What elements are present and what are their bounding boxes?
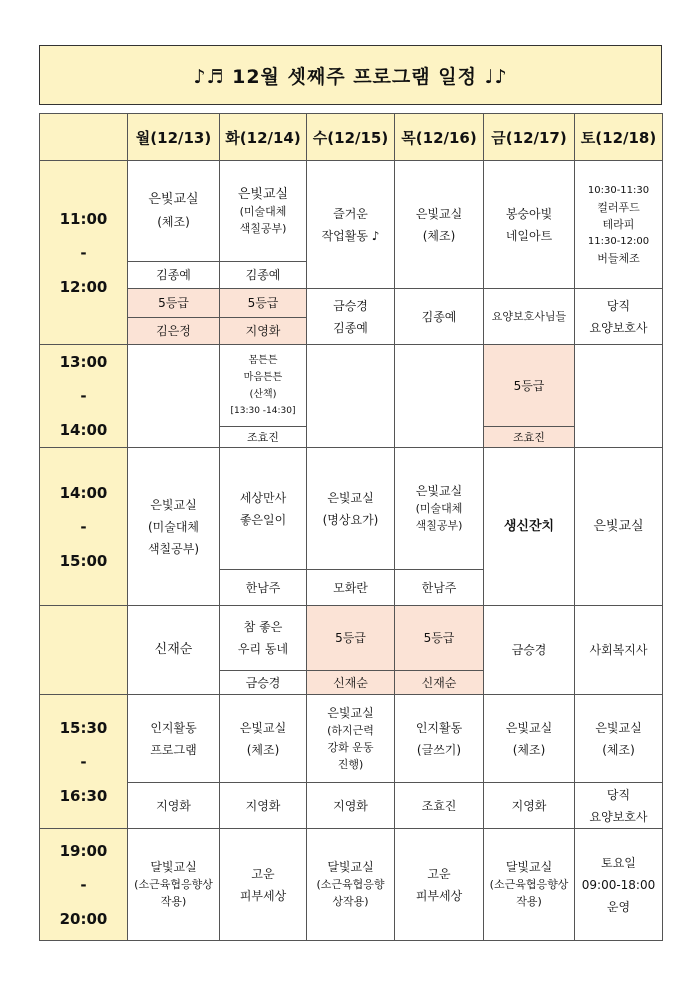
s4-mon-staff: 지영화 xyxy=(128,783,220,829)
header-thu: 목(12/16) xyxy=(395,114,484,161)
header-fri: 금(12/17) xyxy=(484,114,575,161)
s5-wed-program: 달빛교실 (소근육협응향 상작용) xyxy=(307,829,395,941)
s4-tue-staff: 지영화 xyxy=(220,783,307,829)
s5-sat-program: 토요일 09:00-18:00 운영 xyxy=(575,829,663,941)
s3-mon-staff2: 신재순 xyxy=(128,606,220,695)
s3-tue-staff2: 금승경 xyxy=(220,671,307,695)
time-slot-4: 15:30 - 16:30 xyxy=(40,695,128,829)
s3-tue-program2: 참 좋은 우리 동네 xyxy=(220,606,307,671)
s2-tue-staff: 조효진 xyxy=(220,427,307,448)
header-mon: 월(12/13) xyxy=(128,114,220,161)
s1-thu-staff: 김종예 xyxy=(395,289,484,345)
time-slot-5: 19:00 - 20:00 xyxy=(40,829,128,941)
time-slot-3b xyxy=(40,606,128,695)
s4-tue-program: 은빛교실 (체조) xyxy=(220,695,307,783)
s1-tue-grade: 5등급 xyxy=(220,289,307,318)
s2-mon-empty xyxy=(128,345,220,448)
s4-sat-program: 은빛교실 (체조) xyxy=(575,695,663,783)
s3-thu-program2: 5등급 xyxy=(395,606,484,671)
s4-mon-program: 인지활동 프로그램 xyxy=(128,695,220,783)
header-wed: 수(12/15) xyxy=(307,114,395,161)
s5-thu-program: 고운 피부세상 xyxy=(395,829,484,941)
s4-thu-staff: 조효진 xyxy=(395,783,484,829)
s1-tue-staff: 김종예 xyxy=(220,262,307,289)
s1-mon-grade-staff: 김은정 xyxy=(128,318,220,345)
s2-wed-empty xyxy=(307,345,395,448)
s3-sat-staff2: 사회복지사 xyxy=(575,606,663,695)
header-sat: 토(12/18) xyxy=(575,114,663,161)
s3-fri-staff2: 금승경 xyxy=(484,606,575,695)
page-title: ♪♬ 12월 셋째주 프로그램 일정 ♩♪ xyxy=(39,45,662,105)
schedule-table xyxy=(39,113,663,941)
s1-wed-staff: 금승경 김종예 xyxy=(307,289,395,345)
s4-wed-staff: 지영화 xyxy=(307,783,395,829)
time-slot-2: 13:00 - 14:00 xyxy=(40,345,128,448)
s3-wed-staff: 모화란 xyxy=(307,570,395,606)
s5-tue-program: 고운 피부세상 xyxy=(220,829,307,941)
s1-mon-program: 은빛교실 (체조) xyxy=(128,161,220,262)
s4-thu-program: 인지활동 (글쓰기) xyxy=(395,695,484,783)
s3-thu-staff: 한남주 xyxy=(395,570,484,606)
s4-sat-staff: 당직 요양보호사 xyxy=(575,783,663,829)
s1-tue-program: 은빛교실 (미술대체 색칠공부) xyxy=(220,161,307,262)
s2-fri-program: 5등급 xyxy=(484,345,575,427)
s2-fri-staff: 조효진 xyxy=(484,427,575,448)
s3-mon-program: 은빛교실 (미술대체 색칠공부) xyxy=(128,448,220,606)
s2-tue-program: 몸튼튼 마음튼튼 (산책) [13:30 -14:30] xyxy=(220,345,307,427)
s2-sat-empty xyxy=(575,345,663,448)
s1-sat-program: 10:30-11:30 컬러푸드 테라피 11:30-12:00 버들체조 xyxy=(575,161,663,289)
s4-wed-program: 은빛교실 (하지근력 강화 운동 진행) xyxy=(307,695,395,783)
s3-wed-staff2: 신재순 xyxy=(307,671,395,695)
s1-tue-grade-staff: 지영화 xyxy=(220,318,307,345)
s3-sat-program: 은빛교실 xyxy=(575,448,663,606)
s5-mon-program: 달빛교실 (소근육협응향상 작용) xyxy=(128,829,220,941)
s3-wed-program: 은빛교실 (명상요가) xyxy=(307,448,395,570)
s2-thu-empty xyxy=(395,345,484,448)
s3-tue-staff: 한남주 xyxy=(220,570,307,606)
s3-thu-staff2: 신재순 xyxy=(395,671,484,695)
s3-fri-program: 생신잔치 xyxy=(484,448,575,606)
s1-mon-grade: 5등급 xyxy=(128,289,220,318)
header-row xyxy=(40,114,663,161)
s4-fri-program: 은빛교실 (체조) xyxy=(484,695,575,783)
time-slot-3: 14:00 - 15:00 xyxy=(40,448,128,606)
s3-tue-program: 세상만사 좋은일이 xyxy=(220,448,307,570)
s1-wed-program: 즐거운 작업활동 ♪ xyxy=(307,161,395,289)
s3-wed-program2: 5등급 xyxy=(307,606,395,671)
s5-fri-program: 달빛교실 (소근육협응향상 작용) xyxy=(484,829,575,941)
corner-cell xyxy=(40,114,128,161)
s1-mon-staff: 김종예 xyxy=(128,262,220,289)
s1-fri-staff: 요양보호사님들 xyxy=(484,289,575,345)
s1-sat-staff: 당직 요양보호사 xyxy=(575,289,663,345)
s3-thu-program: 은빛교실 (미술대체 색칠공부) xyxy=(395,448,484,570)
time-slot-1: 11:00 - 12:00 xyxy=(40,161,128,345)
s4-fri-staff: 지영화 xyxy=(484,783,575,829)
header-tue: 화(12/14) xyxy=(220,114,307,161)
s1-fri-program: 봉숭아빛 네일아트 xyxy=(484,161,575,289)
s1-thu-program: 은빛교실 (체조) xyxy=(395,161,484,289)
